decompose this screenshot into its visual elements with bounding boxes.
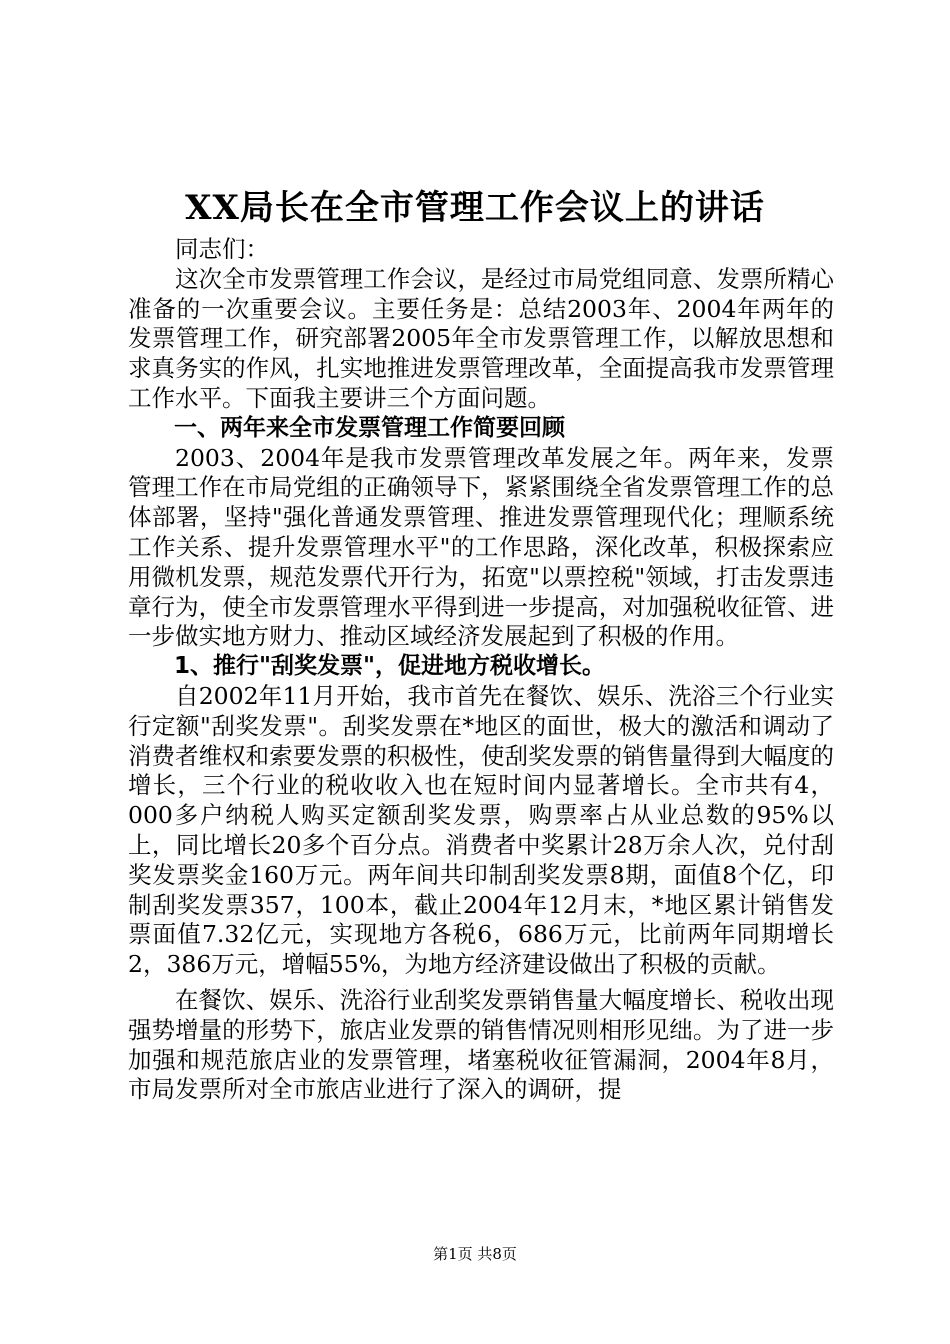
lottery-invoice-paragraph: 自2002年11月开始，我市首先在餐饮、娱乐、洗浴三个行业实行定额"刮奖发票"。刮奖发票在*地区的面世，极大的激活和调动了消费者维权和索要发票的积极性，使刮奖发票的销售量得到大幅度的增长，三个行业的税收收入也在短时间内显著增长。全市共有4，000多户纳税人购买定额刮奖发票，购票率占从业总数的95%以上，同比增长20多个百分点。消费者中奖累计28万余人次，兑付刮奖发票奖金160万元。两年间共印制刮奖发票8期，面值8个亿，印制刮奖发票357，100本，截止2004年12月末，*地区累计销售发票面值7.32亿元，实现地方各税6，686万元，比前两年同期增长2，386万元，增幅55%，为地方经济建设做出了积极的贡献。 — [128, 681, 834, 979]
section-heading: 一、两年来全市发票管理工作简要回顾 — [174, 414, 565, 441]
review-paragraph: 2003、2004年是我市发票管理改革发展之年。两年来，发票管理工作在市局党组的正确领导下，紧紧围绕全省发票管理工作的总体部署，坚持"强化普通发票管理、推进发票管理现代化；理顺系统工作关系、提升发票管理水平"的工作思路，深化改革，积极探索应用微机发票，规范发票代开行为，拓宽"以票控税"领域，打击发票违章行为，使全市发票管理水平得到进一步提高，对加强税收征管、进一步做实地方财力、推动区域经济发展起到了积极的作用。 — [128, 443, 834, 651]
document-body — [128, 235, 834, 1105]
salutation: 同志们： — [175, 235, 269, 263]
intro-paragraph: 这次全市发票管理工作会议，是经过市局党组同意、发票所精心准备的一次重要会议。主要任务是：总结2003年、2004年两年的发票管理工作，研究部署2005年全市发票管理工作，以解放思想和求真务实的作风，扎实地推进发票管理改革，全面提高我市发票管理工作水平。下面我主要讲三个方面问题。 — [128, 264, 834, 412]
page-footer: 第1页 共8页 — [433, 1245, 517, 1263]
document-title: XX局长在全市管理工作会议上的讲话 — [185, 188, 765, 228]
hotel-invoice-paragraph: 在餐饮、娱乐、洗浴行业刮奖发票销售量大幅度增长、税收出现强势增量的形势下，旅店业发票的销售情况则相形见绌。为了进一步加强和规范旅店业的发票管理，堵塞税收征管漏洞，2004年8月，市局发票所对全市旅店业进行了深入的调研，提 — [128, 985, 834, 1104]
subsection-heading: 1、推行"刮奖发票"，促进地方税收增长。 — [174, 653, 605, 680]
